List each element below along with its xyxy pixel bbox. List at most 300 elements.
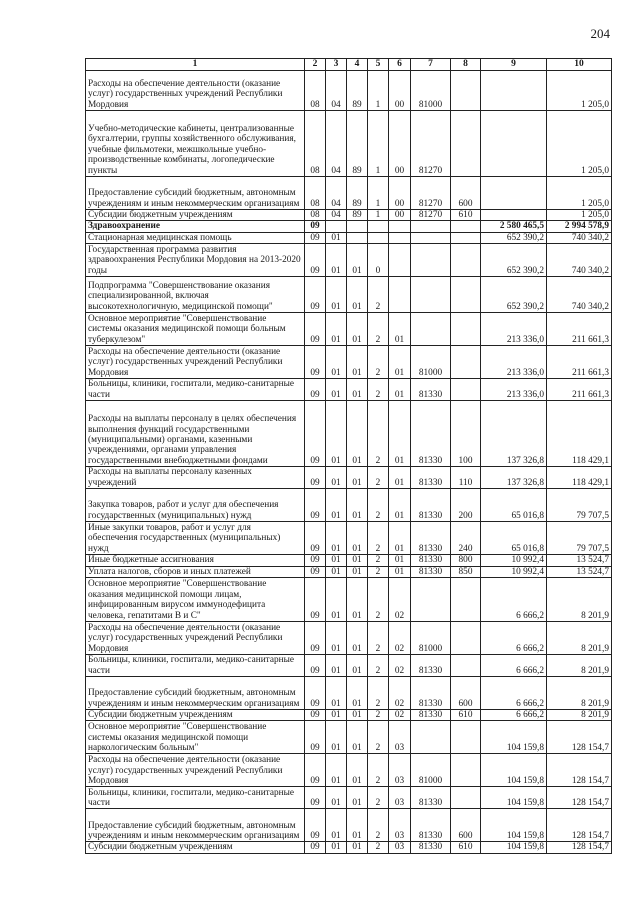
row-section: 09 [305,578,326,622]
row-expense-direction: 81330 [411,489,451,522]
row-event: 01 [389,489,411,522]
row-subsection: 01 [326,401,347,467]
row-subsection: 01 [326,522,347,555]
row-amount-year-1: 6 666,2 [481,710,547,721]
row-expense-direction: 81000 [411,346,451,379]
row-section: 09 [305,677,326,710]
row-amount-year-2: 1 205,0 [547,210,612,221]
row-amount-year-1: 6 666,2 [481,655,547,677]
row-name: Иные закупки товаров, работ и услуг для обеспечения государственных (муниципальных) нужд [86,522,305,555]
row-name: Здравоохранение [86,221,305,232]
row-expense-type [451,787,481,809]
header-col-9: 9 [481,59,547,71]
row-amount-year-1: 104 159,8 [481,721,547,754]
row-amount-year-1: 10 992,4 [481,555,547,566]
table-row [86,578,612,622]
row-program: 01 [347,809,368,842]
row-section: 09 [305,566,326,577]
row-section: 09 [305,232,326,243]
row-section: 08 [305,177,326,210]
row-subprogram: 2 [368,655,389,677]
row-program: 01 [347,578,368,622]
row-name: Субсидии бюджетным учреждениям [86,210,305,221]
row-amount-year-1: 104 159,8 [481,754,547,787]
table-row [86,721,612,754]
row-expense-type: 850 [451,566,481,577]
row-subsection: 01 [326,622,347,655]
row-amount-year-1 [481,71,547,111]
row-amount-year-2: 128 154,7 [547,809,612,842]
row-program: 01 [347,244,368,277]
row-subprogram: 2 [368,842,389,853]
row-expense-type: 610 [451,710,481,721]
row-amount-year-2: 8 201,9 [547,710,612,721]
row-expense-direction: 81330 [411,379,451,401]
row-section: 09 [305,710,326,721]
header-col-3: 3 [326,59,347,71]
row-subsection: 01 [326,842,347,853]
row-event: 02 [389,710,411,721]
table-row [86,842,612,853]
row-name: Расходы на выплаты персоналу в целях обеспечения выполнения функций государственными (муниципальными) органами, казенными учреждениями, органами управления государственными внебюджетными фондами [86,401,305,467]
row-amount-year-2: 8 201,9 [547,655,612,677]
row-name: Учебно-методические кабинеты, централизованные бухгалтерии, группы хозяйственного обслуживания, учебные фильмотеки, межшкольные учебно-производственные комбинаты, логопедические пункты [86,111,305,177]
row-section: 08 [305,111,326,177]
row-expense-type [451,578,481,622]
row-section: 09 [305,277,326,313]
row-subsection: 04 [326,71,347,111]
row-subprogram: 2 [368,622,389,655]
row-subsection: 01 [326,566,347,577]
table-body [86,71,612,854]
row-program: 01 [347,313,368,346]
row-event: 03 [389,787,411,809]
table-row [86,346,612,379]
row-event: 03 [389,842,411,853]
row-section: 09 [305,467,326,489]
row-event: 00 [389,210,411,221]
table-row [86,210,612,221]
row-subprogram: 1 [368,177,389,210]
row-program: 01 [347,346,368,379]
table-row [86,566,612,577]
row-amount-year-2: 211 661,3 [547,313,612,346]
row-program: 01 [347,721,368,754]
row-event: 01 [389,566,411,577]
row-subsection: 01 [326,754,347,787]
row-name: Основное мероприятие "Совершенствование системы оказания медицинской помощи наркологическим больным" [86,721,305,754]
table-row [86,313,612,346]
row-name: Расходы на обеспечение деятельности (оказание услуг) государственных учреждений Республики Мордовия [86,754,305,787]
row-amount-year-1 [481,177,547,210]
row-expense-type [451,721,481,754]
row-name: Предоставление субсидий бюджетным, автономным учреждениям и иным некоммерческим организациям [86,677,305,710]
row-subprogram: 2 [368,809,389,842]
row-program [347,221,368,232]
row-subprogram: 1 [368,71,389,111]
row-subsection [326,221,347,232]
row-subsection: 01 [326,379,347,401]
row-section: 09 [305,244,326,277]
row-name: Уплата налогов, сборов и иных платежей [86,566,305,577]
row-subprogram: 0 [368,244,389,277]
budget-table [85,58,612,854]
row-event [389,244,411,277]
row-event: 00 [389,71,411,111]
row-name: Подпрограмма "Совершенствование оказания специализированной, включая высокотехнологичную, медицинской помощи" [86,277,305,313]
row-event: 02 [389,578,411,622]
row-amount-year-2: 13 524,7 [547,555,612,566]
row-subsection: 01 [326,677,347,710]
row-program: 01 [347,655,368,677]
header-col-8: 8 [451,59,481,71]
row-expense-type [451,313,481,346]
row-subsection: 04 [326,210,347,221]
row-expense-direction: 81330 [411,655,451,677]
row-expense-direction: 81330 [411,787,451,809]
row-expense-type: 200 [451,489,481,522]
row-name: Больницы, клиники, госпитали, медико-санитарные части [86,655,305,677]
header-col-10: 10 [547,59,612,71]
row-program: 01 [347,787,368,809]
row-event: 01 [389,313,411,346]
table-row [86,787,612,809]
row-subprogram: 2 [368,313,389,346]
row-event: 03 [389,721,411,754]
row-expense-type [451,622,481,655]
row-amount-year-2: 79 707,5 [547,522,612,555]
row-section: 09 [305,313,326,346]
row-name: Предоставление субсидий бюджетным, автономным учреждениям и иным некоммерческим организациям [86,809,305,842]
row-program: 01 [347,677,368,710]
table-row [86,809,612,842]
row-event: 01 [389,346,411,379]
row-name: Субсидии бюджетным учреждениям [86,842,305,853]
row-name: Расходы на обеспечение деятельности (оказание услуг) государственных учреждений Республики Мордовия [86,71,305,111]
row-section: 09 [305,809,326,842]
row-program: 01 [347,379,368,401]
row-event: 01 [389,379,411,401]
row-event: 01 [389,401,411,467]
row-event [389,221,411,232]
row-subprogram [368,232,389,243]
row-name: Субсидии бюджетным учреждениям [86,710,305,721]
row-expense-direction: 81330 [411,401,451,467]
row-amount-year-2: 128 154,7 [547,787,612,809]
row-section: 09 [305,842,326,853]
row-expense-direction: 81330 [411,842,451,853]
row-expense-direction: 81330 [411,710,451,721]
table-row [86,379,612,401]
row-name: Основное мероприятие "Совершенствование системы оказания медицинской помощи больным туберкулезом" [86,313,305,346]
row-amount-year-1: 10 992,4 [481,566,547,577]
row-amount-year-1: 104 159,8 [481,787,547,809]
table-row [86,489,612,522]
row-amount-year-2: 1 205,0 [547,111,612,177]
row-amount-year-1: 65 016,8 [481,489,547,522]
row-event: 02 [389,655,411,677]
table-row [86,71,612,111]
row-subprogram: 2 [368,346,389,379]
row-amount-year-2: 8 201,9 [547,578,612,622]
table-row [86,555,612,566]
row-subprogram: 2 [368,578,389,622]
row-subsection: 01 [326,787,347,809]
row-expense-direction: 81330 [411,566,451,577]
header-col-5: 5 [368,59,389,71]
row-section: 09 [305,221,326,232]
row-amount-year-2: 740 340,2 [547,244,612,277]
row-event: 02 [389,622,411,655]
row-subsection: 04 [326,177,347,210]
table-row [86,677,612,710]
row-subsection: 01 [326,489,347,522]
row-amount-year-2: 740 340,2 [547,277,612,313]
row-section: 09 [305,787,326,809]
row-expense-type [451,277,481,313]
row-amount-year-1 [481,210,547,221]
row-event: 00 [389,111,411,177]
row-expense-type: 610 [451,210,481,221]
page-number: 204 [590,26,610,41]
row-subprogram: 2 [368,489,389,522]
row-amount-year-1: 104 159,8 [481,809,547,842]
row-name: Закупка товаров, работ и услуг для обеспечения государственных (муниципальных) нужд [86,489,305,522]
table-row [86,232,612,243]
row-subsection: 01 [326,578,347,622]
header-col-4: 4 [347,59,368,71]
row-amount-year-2: 118 429,1 [547,401,612,467]
row-program: 01 [347,622,368,655]
row-amount-year-1: 652 390,2 [481,232,547,243]
row-expense-direction: 81000 [411,754,451,787]
row-program: 01 [347,467,368,489]
row-amount-year-1: 6 666,2 [481,677,547,710]
row-expense-type: 100 [451,401,481,467]
row-amount-year-1: 213 336,0 [481,379,547,401]
row-expense-direction [411,232,451,243]
row-program: 01 [347,277,368,313]
row-name: Расходы на обеспечение деятельности (оказание услуг) государственных учреждений Республики Мордовия [86,622,305,655]
row-name: Больницы, клиники, госпитали, медико-санитарные части [86,379,305,401]
header-col-6: 6 [389,59,411,71]
row-subsection: 01 [326,467,347,489]
row-section: 09 [305,555,326,566]
row-amount-year-1: 652 390,2 [481,244,547,277]
row-subprogram: 1 [368,210,389,221]
row-expense-direction [411,221,451,232]
row-section: 09 [305,522,326,555]
row-name: Расходы на выплаты персоналу казенных учреждений [86,467,305,489]
row-expense-direction: 81000 [411,622,451,655]
row-subprogram: 2 [368,721,389,754]
row-name: Государственная программа развития здравоохранения Республики Мордовия на 2013-2020 годы [86,244,305,277]
row-amount-year-2: 2 994 578,9 [547,221,612,232]
row-program: 89 [347,71,368,111]
header-col-1: 1 [86,59,305,71]
row-section: 09 [305,489,326,522]
row-program [347,232,368,243]
row-program: 01 [347,489,368,522]
row-amount-year-2: 128 154,7 [547,754,612,787]
row-expense-direction [411,277,451,313]
table-row [86,221,612,232]
row-subsection: 01 [326,555,347,566]
row-subsection: 01 [326,721,347,754]
row-name: Расходы на обеспечение деятельности (оказание услуг) государственных учреждений Республики Мордовия [86,346,305,379]
row-expense-type [451,71,481,111]
row-expense-type: 600 [451,177,481,210]
row-expense-type: 610 [451,842,481,853]
row-expense-type [451,232,481,243]
row-subprogram [368,221,389,232]
row-expense-direction: 81270 [411,111,451,177]
row-amount-year-2: 13 524,7 [547,566,612,577]
row-subsection: 01 [326,313,347,346]
row-name: Предоставление субсидий бюджетным, автономным учреждениям и иным некоммерческим организациям [86,177,305,210]
row-section: 09 [305,721,326,754]
row-expense-direction: 81270 [411,177,451,210]
row-program: 01 [347,710,368,721]
row-expense-type [451,379,481,401]
row-expense-type: 600 [451,809,481,842]
table-row [86,522,612,555]
row-expense-type: 800 [451,555,481,566]
table-row [86,244,612,277]
row-subprogram: 2 [368,401,389,467]
row-expense-type: 600 [451,677,481,710]
row-section: 09 [305,346,326,379]
row-amount-year-1: 6 666,2 [481,622,547,655]
table-row [86,277,612,313]
row-subprogram: 2 [368,522,389,555]
row-program: 01 [347,842,368,853]
row-amount-year-2: 8 201,9 [547,677,612,710]
row-expense-direction [411,244,451,277]
row-section: 09 [305,655,326,677]
row-expense-type [451,111,481,177]
row-subprogram: 2 [368,277,389,313]
row-expense-direction: 81330 [411,522,451,555]
row-expense-direction [411,721,451,754]
table-row [86,401,612,467]
row-name: Основное мероприятие "Совершенствование оказания медицинской помощи лицам, инфицированным вирусом иммунодефицита человека, гепатитами В и С" [86,578,305,622]
row-amount-year-1: 2 580 465,5 [481,221,547,232]
row-expense-type: 240 [451,522,481,555]
table-row [86,655,612,677]
row-section: 08 [305,210,326,221]
row-subprogram: 2 [368,754,389,787]
table-header-row [86,59,612,71]
row-amount-year-2: 1 205,0 [547,71,612,111]
row-expense-direction [411,578,451,622]
row-amount-year-1 [481,111,547,177]
table-row [86,622,612,655]
row-expense-direction: 81270 [411,210,451,221]
row-amount-year-2: 740 340,2 [547,232,612,243]
table-row [86,177,612,210]
row-program: 89 [347,177,368,210]
row-name: Больницы, клиники, госпитали, медико-санитарные части [86,787,305,809]
row-name: Иные бюджетные ассигнования [86,555,305,566]
row-program: 01 [347,566,368,577]
row-subsection: 01 [326,232,347,243]
table-row [86,467,612,489]
row-section: 09 [305,401,326,467]
row-subsection: 01 [326,277,347,313]
row-subprogram: 2 [368,555,389,566]
row-event: 03 [389,809,411,842]
row-subprogram: 2 [368,787,389,809]
row-event [389,277,411,313]
row-amount-year-2: 1 205,0 [547,177,612,210]
row-subprogram: 2 [368,566,389,577]
row-subsection: 01 [326,346,347,379]
row-name: Стационарная медицинская помощь [86,232,305,243]
row-event: 01 [389,467,411,489]
row-expense-type [451,754,481,787]
row-expense-direction: 81330 [411,677,451,710]
row-subsection: 01 [326,710,347,721]
row-amount-year-1: 652 390,2 [481,277,547,313]
row-subprogram: 2 [368,467,389,489]
header-col-7: 7 [411,59,451,71]
row-amount-year-1: 137 326,8 [481,467,547,489]
row-subprogram: 2 [368,379,389,401]
row-amount-year-1: 137 326,8 [481,401,547,467]
row-amount-year-1: 213 336,0 [481,313,547,346]
row-subprogram: 1 [368,111,389,177]
row-program: 01 [347,754,368,787]
row-event: 02 [389,677,411,710]
row-amount-year-2: 79 707,5 [547,489,612,522]
row-section: 09 [305,379,326,401]
row-subsection: 01 [326,244,347,277]
row-section: 08 [305,71,326,111]
row-program: 01 [347,555,368,566]
row-expense-direction: 81330 [411,809,451,842]
row-program: 89 [347,210,368,221]
table-row [86,754,612,787]
row-event: 03 [389,754,411,787]
row-event: 01 [389,555,411,566]
table-row [86,710,612,721]
row-expense-type: 110 [451,467,481,489]
row-event [389,232,411,243]
row-amount-year-1: 104 159,8 [481,842,547,853]
row-expense-direction: 81000 [411,71,451,111]
row-subprogram: 2 [368,677,389,710]
row-amount-year-1: 65 016,8 [481,522,547,555]
row-expense-type [451,655,481,677]
row-program: 01 [347,401,368,467]
row-expense-type [451,244,481,277]
row-expense-direction: 81330 [411,555,451,566]
row-amount-year-2: 211 661,3 [547,346,612,379]
row-amount-year-2: 128 154,7 [547,721,612,754]
row-amount-year-2: 128 154,7 [547,842,612,853]
row-section: 09 [305,622,326,655]
row-subsection: 01 [326,809,347,842]
row-event: 00 [389,177,411,210]
row-event: 01 [389,522,411,555]
row-subsection: 01 [326,655,347,677]
row-amount-year-2: 8 201,9 [547,622,612,655]
row-section: 09 [305,754,326,787]
row-amount-year-2: 211 661,3 [547,379,612,401]
row-expense-direction: 81330 [411,467,451,489]
row-expense-type [451,221,481,232]
